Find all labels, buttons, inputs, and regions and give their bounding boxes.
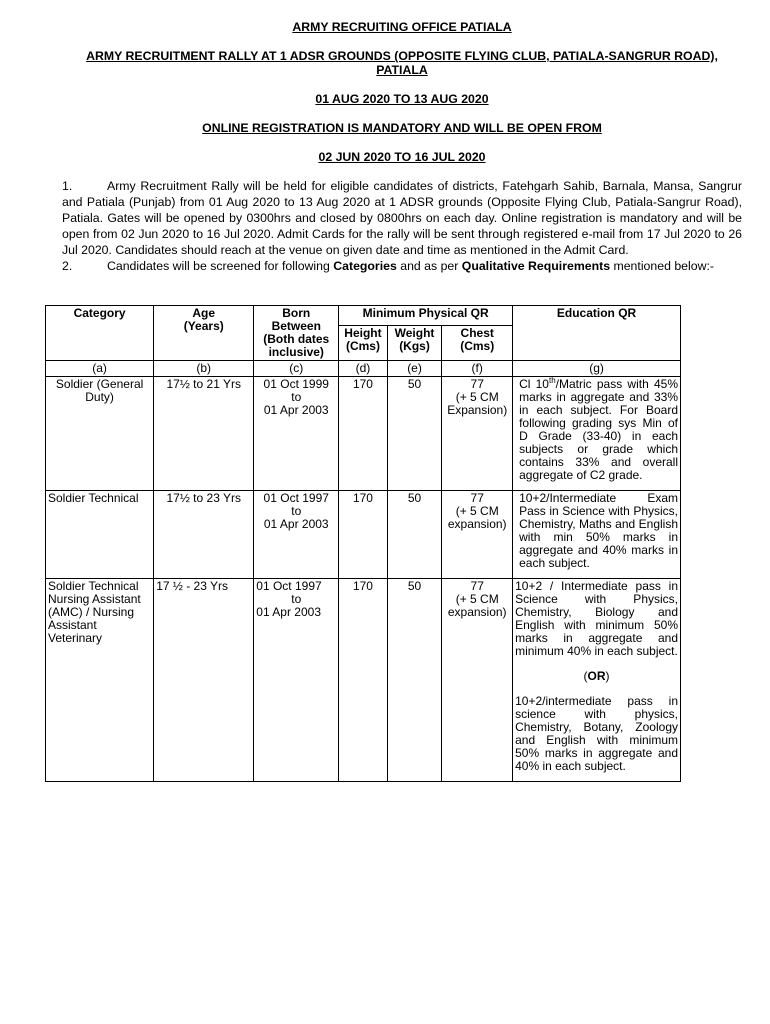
education-superscript: th	[548, 376, 556, 385]
born-cell	[254, 491, 339, 579]
chest-value: 77	[470, 491, 484, 505]
education-prefix: Cl 10	[519, 377, 549, 391]
header-age: Age (Years)	[154, 306, 254, 361]
chest-cell	[442, 491, 513, 579]
education-text: /Matric pass with 45% marks in aggregate and 33% in each subject. For Board following grading sys Min of D Grade (33-40) in each subjects or grade which contains 33% and overall aggregate of C2 grade.	[519, 377, 678, 482]
paragraph-2-bold-categories: Categories	[333, 259, 397, 273]
born-from: 01 Oct 1999	[263, 377, 329, 391]
weight-cell: 50	[387, 377, 442, 491]
category-cell: Soldier Technical Nursing Assistant (AMC) / Nursing Assistant Veterinary	[46, 579, 154, 782]
header-born: Born Between (Both dates inclusive)	[254, 306, 339, 361]
paragraph-1	[62, 178, 742, 258]
registration-heading: ONLINE REGISTRATION IS MANDATORY AND WILL BE OPEN FROM	[202, 121, 602, 135]
born-to: 01 Apr 2003	[263, 403, 329, 417]
born-cell	[254, 579, 339, 782]
qualitative-requirements-table	[45, 305, 681, 782]
header-education: Education QR	[513, 306, 681, 361]
letter-cell: (b)	[154, 361, 254, 377]
document-page	[62, 20, 742, 274]
header-chest: Chest (Cms)	[442, 325, 513, 360]
paragraph-2-bold-qr: Qualitative Requirements	[461, 259, 611, 273]
born-to: 01 Apr 2003	[263, 517, 329, 531]
table-row	[46, 491, 681, 579]
category-cell: Soldier Technical	[46, 491, 154, 579]
born-from: 01 Oct 1997	[256, 579, 322, 593]
table-letter-row	[46, 361, 681, 377]
chest-expansion: (+ 5 CM expansion)	[447, 504, 507, 531]
born-cell	[254, 377, 339, 491]
born-to-word: to	[291, 504, 302, 518]
chest-value: 77	[470, 579, 484, 593]
age-cell: 17 ½ - 23 Yrs	[154, 579, 254, 782]
table-row	[46, 579, 681, 782]
born-to: 01 Apr 2003	[256, 605, 322, 619]
chest-cell	[442, 377, 513, 491]
table-header-row	[46, 306, 681, 326]
paragraph-2-text-c: mentioned below:-	[610, 259, 714, 273]
weight-cell: 50	[387, 579, 442, 782]
education-or-word: OR	[587, 669, 606, 683]
letter-cell: (d)	[339, 361, 388, 377]
header-min-physical: Minimum Physical QR	[339, 306, 513, 326]
education-cell	[513, 579, 681, 782]
height-cell: 170	[339, 579, 388, 782]
category-cell: Soldier (General Duty)	[46, 377, 154, 491]
age-cell: 17½ to 21 Yrs	[154, 377, 254, 491]
letter-cell: (e)	[387, 361, 442, 377]
education-cell	[513, 377, 681, 491]
table-row	[46, 377, 681, 491]
education-or-close: )	[605, 669, 610, 683]
paragraph-1-text: Army Recruitment Rally will be held for eligible candidates of districts, Fatehgarh Sahib, Barnala, Mansa, Sangrur and Patiala (Punjab) from 01 Aug 2020 to 13 Aug 2020 at 1 ADSR grounds (Opposite Flying Club, Patiala-Sangrur Road), Patiala. Gates will be opened by 0300hrs and closed by 0800hrs on each day. Online registration is mandatory and will be open from 02 Jun 2020 to 16 Jul 2020. Admit Cards for the rally will be sent through registered e-mail from 17 Jul 2020 to 26 Jul 2020. Candidates should reach at the venue on given date and time as mentioned in the Admit Card.	[62, 179, 742, 257]
age-cell: 17½ to 23 Yrs	[154, 491, 254, 579]
education-option-1: 10+2 / Intermediate pass in Science with Physics, Chemistry, Biology and English with minimum 50% marks in aggregate and minimum 40% in each subject.	[515, 579, 678, 658]
education-or-open: (	[583, 669, 588, 683]
header-category: Category	[46, 306, 154, 361]
chest-expansion: (+ 5 CM expansion)	[447, 592, 507, 619]
education-or	[515, 670, 678, 683]
paragraph-2	[62, 258, 742, 274]
chest-cell	[442, 579, 513, 782]
rally-dates-heading: 01 AUG 2020 TO 13 AUG 2020	[315, 92, 489, 106]
chest-value: 77	[470, 377, 484, 391]
born-to-word: to	[291, 390, 302, 404]
registration-dates-heading: 02 JUN 2020 TO 16 JUL 2020	[318, 150, 486, 164]
paragraph-2-number: 2.	[62, 259, 73, 273]
letter-cell: (g)	[513, 361, 681, 377]
education-option-2: 10+2/intermediate pass in science with physics, Chemistry, Botany, Zoology and English with minimum 50% marks in aggregate and 40% in each subject.	[515, 694, 678, 773]
height-cell: 170	[339, 377, 388, 491]
born-from: 01 Oct 1997	[263, 491, 329, 505]
header-height: Height (Cms)	[339, 325, 388, 360]
paragraph-2-text-a: Candidates will be screened for following	[107, 259, 334, 273]
born-to-word: to	[291, 592, 302, 606]
height-cell: 170	[339, 491, 388, 579]
office-heading: ARMY RECRUITING OFFICE PATIALA	[292, 20, 512, 34]
letter-cell: (c)	[254, 361, 339, 377]
chest-expansion: (+ 5 CM Expansion)	[447, 390, 508, 417]
paragraph-1-number: 1.	[62, 179, 73, 193]
paragraph-2-text-b: and as per	[396, 259, 462, 273]
header-weight: Weight (Kgs)	[387, 325, 442, 360]
weight-cell: 50	[387, 491, 442, 579]
letter-cell: (a)	[46, 361, 154, 377]
education-cell: 10+2/Intermediate Exam Pass in Science with Physics, Chemistry, Maths and English with min 50% marks in aggregate and 40% marks in each subject.	[513, 491, 681, 579]
letter-cell: (f)	[442, 361, 513, 377]
rally-heading: ARMY RECRUITMENT RALLY AT 1 ADSR GROUNDS (OPPOSITE FLYING CLUB, PATIALA-SANGRUR ROAD), PATIALA	[86, 49, 718, 77]
